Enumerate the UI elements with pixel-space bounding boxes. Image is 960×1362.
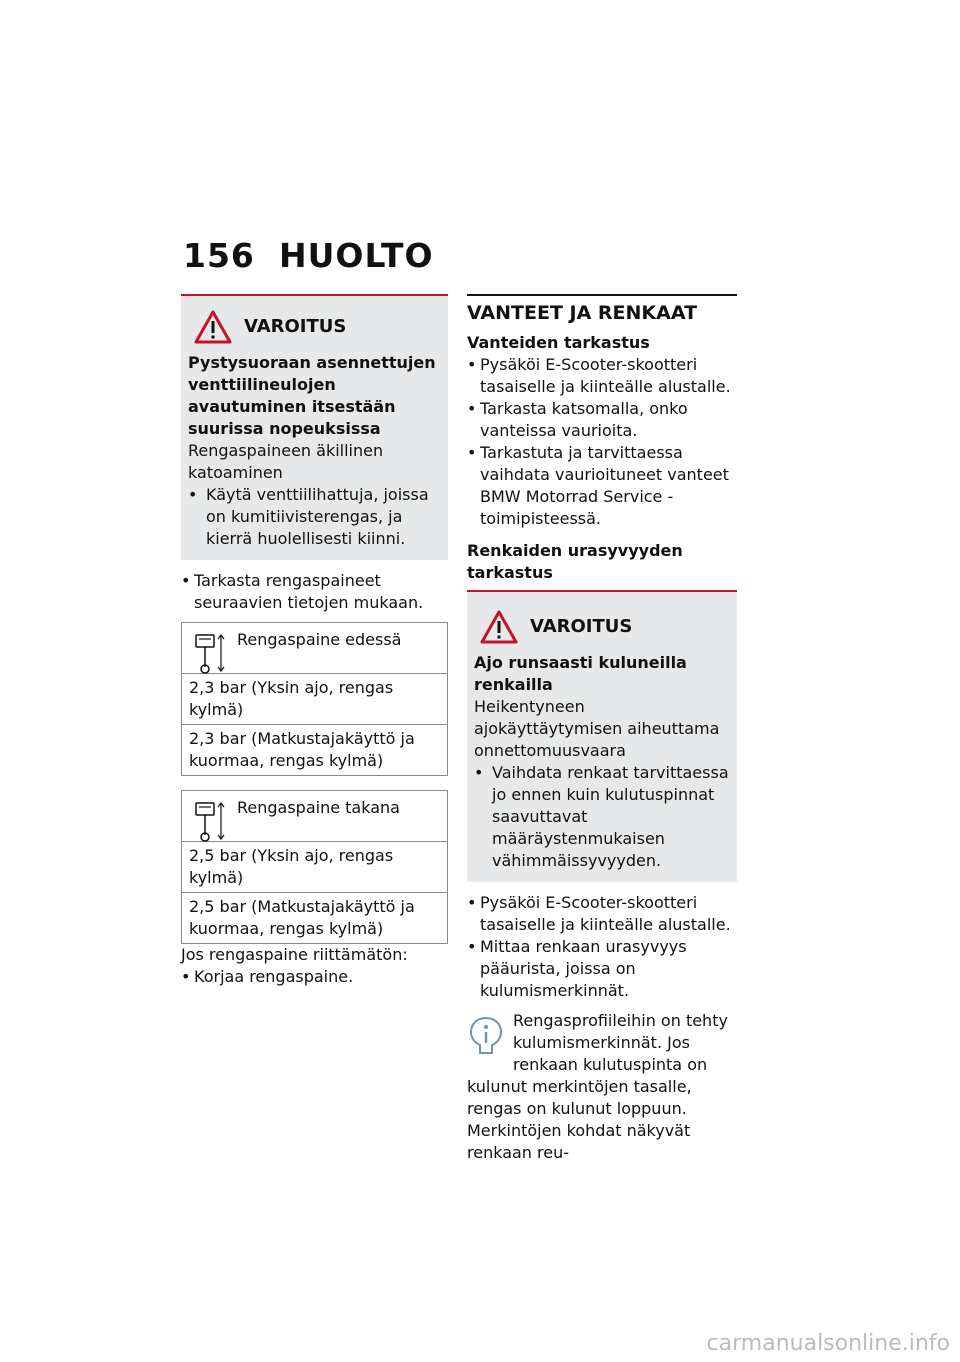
list-item: • Tarkasta katsomalla, onko vanteissa vaurioita. [467,398,737,442]
warning-text: Rengaspaineen äkillinen katoaminen [188,441,384,482]
warning-triangle-icon [480,610,518,644]
info-icon [469,1016,503,1056]
warning-triangle-icon [194,310,232,344]
pressure-label-rear: Rengaspaine takana [237,798,400,817]
page-number: 156 [183,236,255,275]
subheading: Vanteiden tarkastus [467,333,650,352]
pressure-row: 2,5 bar (Matkustajakäyttö ja kuormaa, rengas kylmä) [182,892,447,943]
paragraph: Jos rengaspaine riittämätön: [181,945,408,964]
pressure-row: 2,5 bar (Yksin ajo, rengas kylmä) [182,841,447,892]
subheading: Renkaiden urasyvyyden tarkastus [467,540,737,592]
list-item: • Mittaa renkaan urasyvyys pääurista, joissa on kulumismerkinnät. [467,936,737,1002]
warning-bullet: • Vaihdata renkaat tarvittaessa jo ennen kuin kulutuspinnat saavuttavat määräystenmukaisen vähimmäissyvyyden. [474,762,730,872]
warning-box-tyres [467,592,737,882]
left-column [181,294,448,988]
list-item: • Tarkasta rengaspaineet seuraavien tietojen mukaan. [181,570,448,614]
pressure-table-front [181,622,448,776]
pressure-row: 2,3 bar (Matkustajakäyttö ja kuormaa, rengas kylmä) [182,724,447,775]
page-header [183,236,434,275]
page-title: HUOLTO [279,236,434,275]
warning-heading: Ajo runsaasti kuluneilla renkailla [474,653,687,694]
right-column [467,294,737,1164]
section-title: VANTEET JA RENKAAT [467,294,737,326]
info-text: Rengasprofiileihin on tehty kulumismerkinnät. Jos renkaan kulutuspinta on kulunut merkintöjen tasalle, rengas on kulunut loppuun. Merkintöjen kohdat näkyvät renkaan reu- [467,1011,728,1162]
warning-text: Heikentyneen ajokäyttäytymisen aiheuttama onnettomuusvaara [474,697,720,760]
warning-title: VAROITUS [530,616,633,637]
warning-bullet: • Käytä venttiilihattuja, joissa on kumitiivisterengas, ja kierrä huolellisesti kiinni. [188,484,441,550]
pressure-label-front: Rengaspaine edessä [237,630,402,649]
warning-header [188,310,441,344]
pressure-row: 2,3 bar (Yksin ajo, rengas kylmä) [182,673,447,724]
pressure-table-rear [181,790,448,944]
warning-box-valve [181,294,448,560]
info-note [467,1010,737,1164]
tyre-pressure-gauge-icon [193,631,227,675]
list-item: • Tarkastuta ja tarvittaessa vaihdata vaurioituneet vanteet BMW Motorrad Service -toimipisteessä. [467,442,737,530]
list-item: • Pysäköi E-Scooter-skootteri tasaiselle ja kiinteälle alustalle. [467,892,737,936]
tyre-pressure-gauge-icon [193,799,227,843]
list-item: • Pysäköi E-Scooter-skootteri tasaiselle ja kiinteälle alustalle. [467,354,737,398]
warning-title: VAROITUS [244,316,347,337]
warning-heading: Pystysuoraan asennettujen venttiilineulojen avautuminen itsestään suurissa nopeuksissa [188,353,436,438]
pressure-table-header [182,791,447,841]
watermark: carmanualsonline.info [706,1331,950,1356]
pressure-table-header [182,623,447,673]
list-item: • Korjaa rengaspaine. [181,966,448,988]
warning-header [474,610,730,644]
